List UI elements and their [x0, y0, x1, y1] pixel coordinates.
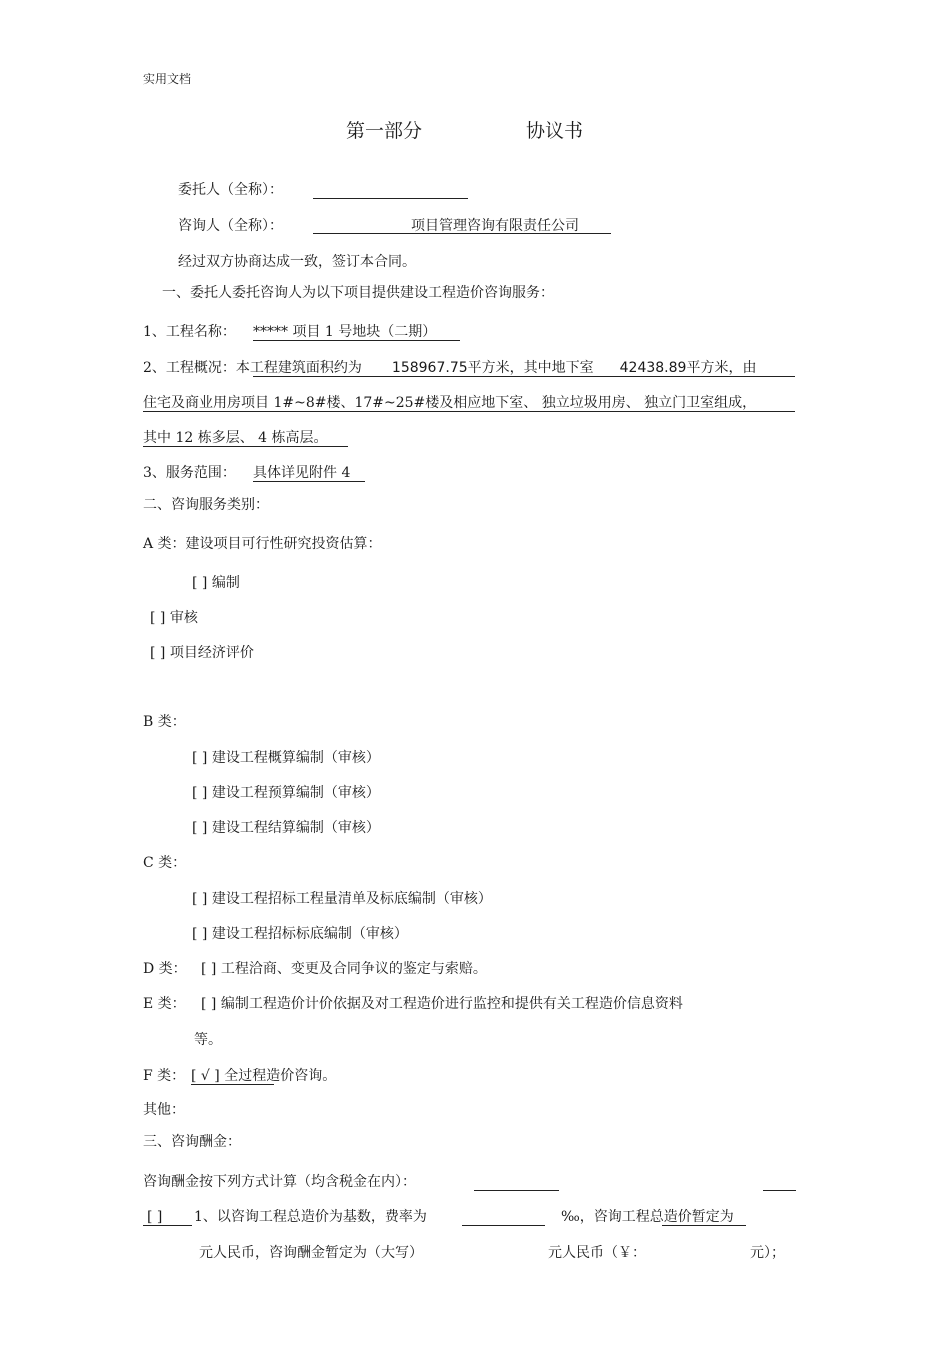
option1-line2-a: 元人民币，咨询酬金暂定为（大写）: [199, 1245, 423, 1261]
overview-line-3: 其中 12 栋多层、 4 栋高层。: [143, 430, 328, 446]
category-a-item: [ ] 项目经济评价: [150, 645, 254, 661]
scope-underline: [253, 481, 365, 482]
fee-calc-blank-1: [474, 1190, 559, 1191]
scope-value: 具体详见附件 4: [253, 465, 351, 481]
category-c-label: C 类：: [143, 855, 187, 871]
category-a-item: [ ] 审核: [150, 610, 198, 626]
category-a-item: [ ] 编制: [192, 575, 240, 591]
category-e-item: [ ] 编制工程造价计价依据及对工程造价进行监控和提供有关工程造价信息资料: [201, 996, 683, 1012]
category-d-label: D 类：: [143, 961, 187, 977]
overview-prefix: 2、工程概况：本工程建筑面积约为: [143, 360, 362, 376]
category-f-underline: [191, 1084, 274, 1085]
overview-line-2: 住宅及商业用房项目 1#~8#楼、17#~25#楼及相应地下室、 独立垃圾用房、 独立门卫室组成，: [143, 395, 757, 411]
option1-rate-blank: [462, 1225, 545, 1226]
option1-text: 1、以咨询工程总造价为基数，费率为: [194, 1209, 427, 1225]
overview-suffix: 平方米，由: [686, 360, 757, 376]
title-part: 第一部分: [346, 120, 423, 142]
agreement-text: 经过双方协商达成一致，签订本合同。: [178, 254, 416, 270]
category-f-label: F 类：: [143, 1068, 186, 1084]
category-b-item: [ ] 建设工程结算编制（审核）: [192, 820, 380, 836]
title-name: 协议书: [526, 120, 584, 142]
fee-calc-text: 咨询酬金按下列方式计算（均含税金在内）：: [143, 1174, 416, 1190]
option1-permil-text: ‰，咨询工程总造价暂定为: [561, 1209, 734, 1225]
consultant-label: 咨询人（全称）：: [178, 218, 283, 234]
category-d-item: [ ] 工程洽商、变更及合同争议的鉴定与索赔。: [201, 961, 487, 977]
category-b-item: [ ] 建设工程预算编制（审核）: [192, 785, 380, 801]
scope-label: 3、服务范围：: [143, 465, 236, 481]
category-e-label: E 类：: [143, 996, 186, 1012]
overview-line-1: [143, 360, 756, 376]
category-c-item: [ ] 建设工程招标标底编制（审核）: [192, 926, 408, 942]
section3-heading: 三、咨询酬金：: [143, 1134, 241, 1150]
category-b-label: B 类：: [143, 714, 186, 730]
page-header: 实用文档: [143, 72, 192, 86]
option1-line2-c: 元）；: [750, 1245, 785, 1261]
client-blank: [313, 198, 468, 199]
project-name-underline: [253, 340, 460, 341]
category-e-continuation: 等。: [194, 1032, 222, 1048]
overview-underline-2: [143, 411, 795, 412]
consultant-value: 项目管理咨询有限责任公司: [411, 218, 579, 234]
category-f-item: [ √ ] 全过程造价咨询。: [191, 1068, 337, 1084]
overview-basement: 42438.89: [619, 360, 687, 376]
overview-mid: 平方米，其中地下室: [467, 360, 594, 376]
overview-area: 158967.75: [391, 360, 468, 376]
overview-underline-3: [143, 446, 348, 447]
category-b-item: [ ] 建设工程概算编制（审核）: [192, 750, 380, 766]
option1-checkbox-underline: [143, 1225, 192, 1226]
project-name-label: 1、工程名称：: [143, 324, 236, 340]
option1-checkbox: [ ]: [147, 1209, 163, 1225]
overview-underline-1: [253, 376, 795, 377]
project-name-value: ***** 项目 1 号地块（二期）: [253, 324, 437, 340]
option1-line2-b: 元人民币（￥：: [548, 1245, 646, 1261]
section1-heading: 一、委托人委托咨询人为以下项目提供建设工程造价咨询服务：: [162, 285, 554, 301]
client-label: 委托人（全称）：: [178, 182, 283, 198]
category-a-label: A 类：建设项目可行性研究投资估算：: [143, 536, 382, 552]
category-c-item: [ ] 建设工程招标工程量清单及标底编制（审核）: [192, 891, 492, 907]
fee-calc-blank-2: [763, 1190, 796, 1191]
other-label: 其他：: [143, 1102, 185, 1118]
section2-heading: 二、咨询服务类别：: [143, 497, 269, 513]
consultant-underline: [313, 233, 611, 234]
option1-total-underline: [662, 1225, 746, 1226]
